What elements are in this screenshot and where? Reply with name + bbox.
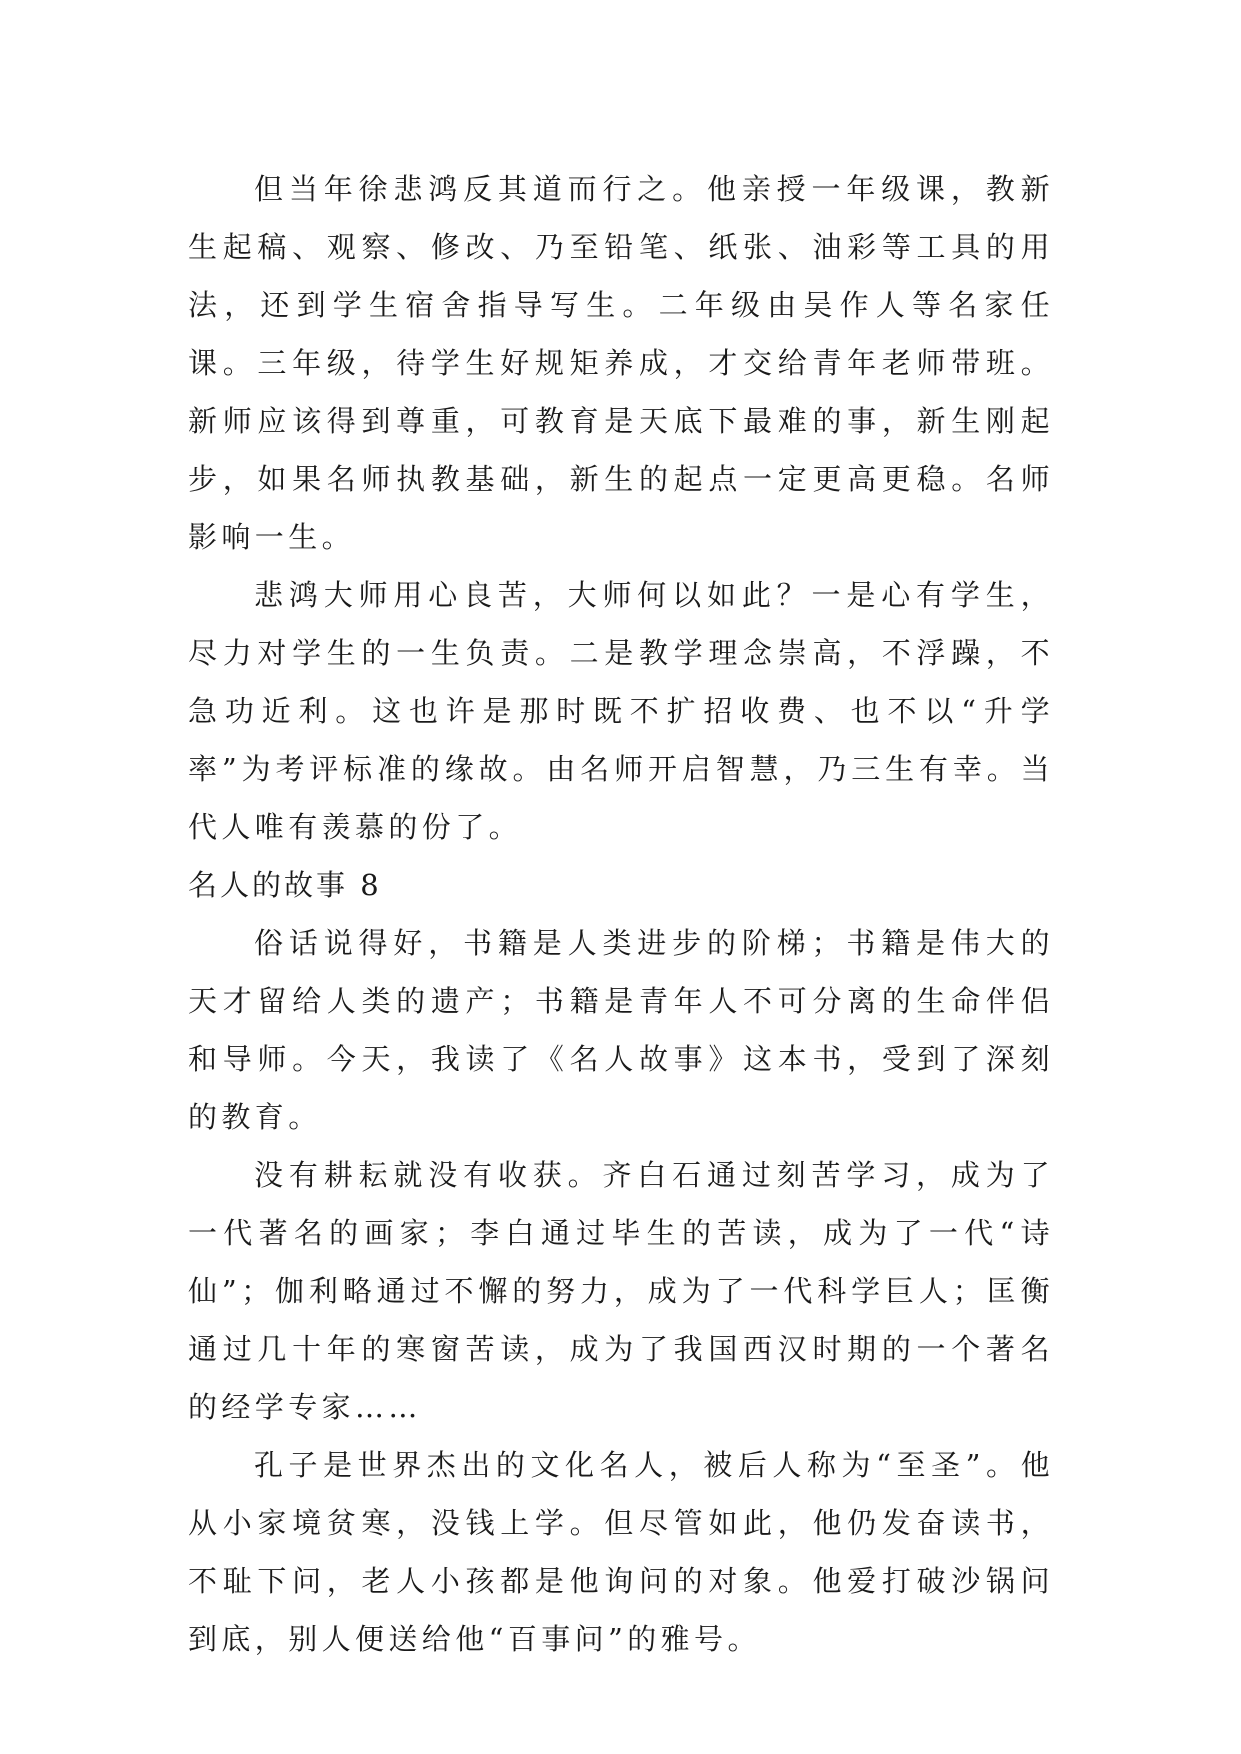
paragraph-books-ladder: 俗话说得好，书籍是人类进步的阶梯；书籍是伟大的天才留给人类的遗产；书籍是青年人不可分离的生命伴侣和导师。今天，我读了《名人故事》这本书，受到了深刻的教育。	[188, 926, 1054, 1134]
paragraph-xu-beihong-teaching: 但当年徐悲鸿反其道而行之。他亲授一年级课，教新生起稿、观察、修改、乃至铅笔、纸张、油彩等工具的用法，还到学生宿舍指导写生。二年级由吴作人等名家任课。三年级，待学生好规矩养成，才交给青年老师带班。新师应该得到尊重，可教育是天底下最难的事，新生刚起步，如果名师执教基础，新生的起点一定更高更稳。名师影响一生。	[188, 172, 1054, 554]
document-page	[188, 160, 1054, 1668]
section-heading: 名人的故事 8	[188, 868, 382, 902]
paragraph-confucius: 孔子是世界杰出的文化名人，被后人称为“至圣”。他从小家境贫寒，没钱上学。但尽管如此，他仍发奋读书，不耻下问，老人小孩都是他询问的对象。他爱打破沙锅问到底，别人便送给他“百事问”的雅号。	[188, 1448, 1054, 1656]
paragraph-no-harvest-without-work: 没有耕耘就没有收获。齐白石通过刻苦学习，成为了一代著名的画家；李白通过毕生的苦读，成为了一代“诗仙”；伽利略通过不懈的努力，成为了一代科学巨人；匡衡通过几十年的寒窗苦读，成为了我国西汉时期的一个著名的经学专家……	[188, 1158, 1054, 1424]
paragraph-master-intent: 悲鸿大师用心良苦，大师何以如此？一是心有学生，尽力对学生的一生负责。二是教学理念崇高，不浮躁，不急功近利。这也许是那时既不扩招收费、也不以“升学率”为考评标准的缘故。由名师开启智慧，乃三生有幸。当代人唯有羡慕的份了。	[188, 578, 1054, 844]
